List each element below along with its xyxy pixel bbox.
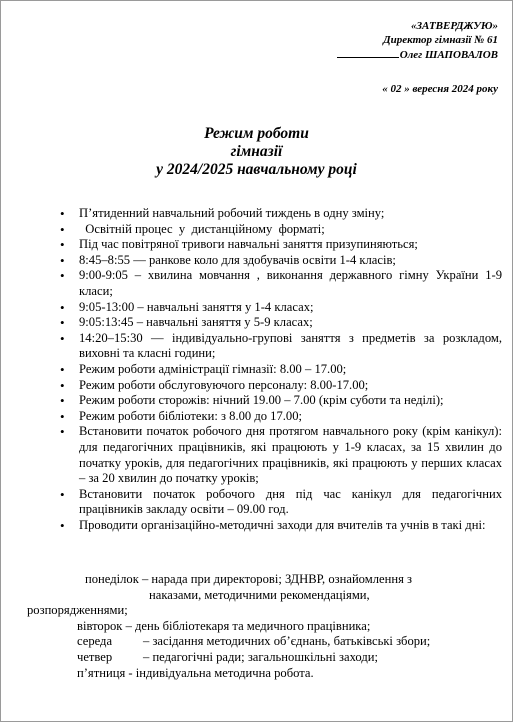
weekly-schedule bbox=[27, 572, 497, 681]
approval-position: Директор гімназії № 61 bbox=[383, 34, 498, 46]
schedule-wednesday-day: середа bbox=[77, 634, 113, 649]
approval-signer: Олег ШАПОВАЛОВ bbox=[399, 49, 498, 61]
schedule-friday: п’ятниця - індивідуальна методична робота. bbox=[77, 665, 314, 680]
approval-block bbox=[337, 19, 498, 96]
schedule-thursday-text: – педагогічні ради; загальношкільні заходи; bbox=[143, 649, 379, 664]
title-line-3: у 2024/2025 навчальному році bbox=[156, 161, 357, 178]
title-line-1: Режим роботи bbox=[204, 125, 309, 142]
schedule-thursday-day: четвер bbox=[77, 649, 113, 664]
schedule-monday-line-1: понеділок – нарада при директорові; ЗДНВР, ознайомлення з bbox=[85, 572, 412, 586]
title-line-2: гімназії bbox=[230, 143, 283, 160]
list-item: • 9:00-9:05 – хвилина мовчання , виконання державного гімну України 1-9 класи; bbox=[59, 268, 502, 299]
schedule-tuesday: вівторок – день бібліотекаря та медичного працівника; bbox=[77, 618, 371, 633]
list-item: • Під час повітряної тривоги навчальні заняття призупиняються; bbox=[59, 237, 502, 253]
list-item: • Режим роботи бібліотеки: з 8.00 до 17.00; bbox=[59, 409, 502, 425]
list-item: • Встановити початок робочого дня протягом навчального року (крім канікул): для педагогічних працівників, які працюють у 1-9 класах, за 15 хвилин до початку уроків, для педагогічних працівників, які працюють у перших класах – за 20 хвилин до початку уроків; bbox=[59, 424, 502, 486]
document-title bbox=[1, 125, 512, 179]
list-item: • 14:20–15:30 — індивідуально-групові заняття з предметів за розкладом, виховні та класні години; bbox=[59, 331, 502, 362]
list-item: • Встановити початок робочого дня під час канікул для педагогічних працівників закладу освіти – 09.00 год. bbox=[59, 487, 502, 518]
list-item: • Освітній процес у дистанційному форматі; bbox=[59, 222, 502, 238]
schedule-wednesday bbox=[27, 634, 497, 650]
signature-blank bbox=[337, 47, 399, 58]
list-item: • Режим роботи обслуговуючого персоналу: 8.00-17.00; bbox=[59, 378, 502, 394]
list-item: • Режим роботи адміністрації гімназії: 8.00 – 17.00; bbox=[59, 362, 502, 378]
list-item: • Режим роботи сторожів: нічний 19.00 – 7.00 (крім суботи та неділі); bbox=[59, 393, 502, 409]
list-item: • 9:05-13:00 – навчальні заняття у 1-4 класах; bbox=[59, 300, 502, 316]
approval-signature-line bbox=[337, 47, 498, 62]
approval-title: «ЗАТВЕРДЖУЮ» bbox=[410, 20, 498, 32]
list-item: • П’ятиденний навчальний робочий тиждень в одну зміну; bbox=[59, 206, 502, 222]
list-item: • Проводити організаційно-методичні заходи для вчителів та учнів в такі дні: bbox=[59, 518, 502, 534]
schedule-monday-line-2: наказами, методичними рекомендаціями, bbox=[149, 587, 370, 602]
schedule-monday-line-3: розпорядженнями; bbox=[27, 603, 128, 618]
list-item: • 8:45–8:55 — ранкове коло для здобувачів освіти 1-4 класів; bbox=[59, 253, 502, 269]
schedule-thursday bbox=[27, 650, 497, 666]
rules-list bbox=[59, 206, 502, 533]
schedule-wednesday-text: – засідання методичних об’єднань, батьківські збори; bbox=[143, 634, 431, 649]
approval-date: « 02 » вересня 2024 року bbox=[382, 83, 498, 95]
list-item: • 9:05:13:45 – навчальні заняття у 5-9 класах; bbox=[59, 315, 502, 331]
